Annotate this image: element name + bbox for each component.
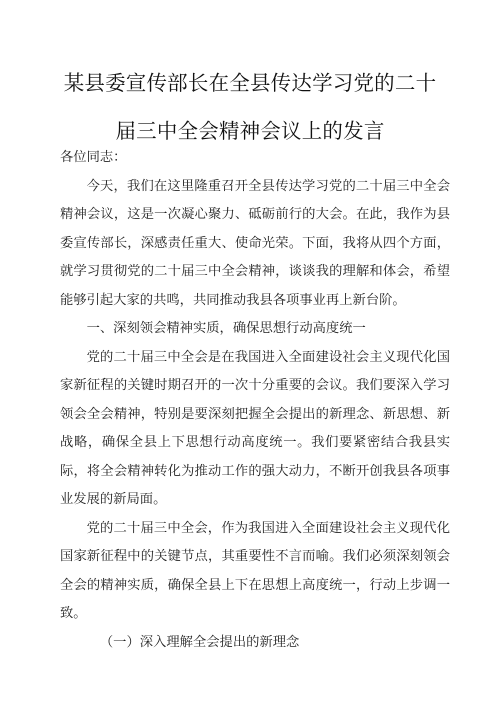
document-title-line-2: 届三中全会精神会议上的发言 xyxy=(115,119,385,143)
body-paragraph: 党的二十届三中全会是在我国进入全面建设社会主义现代化国家新征程的关键时期召开的一次十分重要的会议。我们要深入学习领会全会精神，特别是要深刻把握全会提出的新理念、新思想、新战略，确保全县上下思想行动高度统一。我们要紧密结合我县实际，将全会精神转化为推动工作的强大动力，不断开创我县各项事业发展的新局面。 xyxy=(60,349,450,507)
body-paragraph: 党的二十届三中全会，作为我国进入全面建设社会主义现代化国家新征程中的关键节点，其重要性不言而喻。我们必须深刻领会全会的精神实质，确保全县上下在思想上高度统一，行动上步调一致。 xyxy=(60,520,450,621)
document-body xyxy=(60,144,450,657)
salutation: 各位同志： xyxy=(60,150,127,165)
section-heading: 一、深刻领会精神实质，确保思想行动高度统一 xyxy=(86,321,366,336)
body-paragraph: 今天，我们在这里隆重召开全县传达学习党的二十届三中全会精神会议，这是一次凝心聚力、砥砺前行的大会。在此，我作为县委宣传部长，深感责任重大、使命光荣。下面，我将从四个方面，就学习贯彻党的二十届三中全会精神，谈谈我的理解和体会，希望能够引起大家的共鸣，共同推动我县各项事业再上新台阶。 xyxy=(60,178,450,308)
subsection-heading: （一）深入理解全会提出的新理念 xyxy=(99,634,300,650)
document-title-line-1: 某县委宣传部长在全县传达学习党的二十 xyxy=(63,71,437,95)
